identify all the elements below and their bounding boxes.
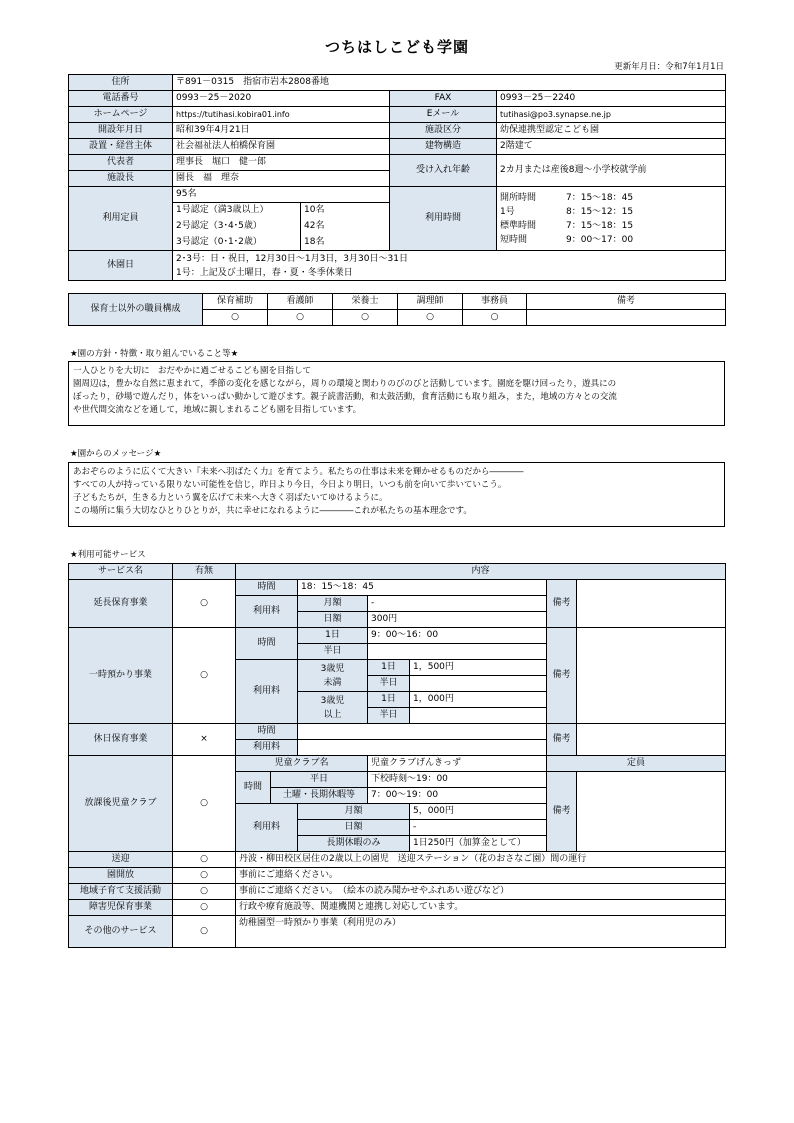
staff-value: ○ <box>203 310 268 326</box>
service-name: 休日保育事業 <box>69 724 173 756</box>
service-text: 事前にご連絡ください。 <box>236 868 726 884</box>
service-text: 行政や療育施設等、関連機関と連携し対応しています。 <box>236 900 726 916</box>
monthly-label: 月額 <box>298 596 368 612</box>
staff-label: 保育士以外の職員構成 <box>69 294 203 326</box>
facility-info-table <box>68 74 726 281</box>
service-name: 地域子育て支援活動 <box>69 884 173 900</box>
service-avail: ○ <box>173 756 236 852</box>
note-label: 備考 <box>547 772 577 852</box>
staff-header: 備考 <box>527 294 726 310</box>
policy-line: 園周辺は，豊かな自然に恵まれて，季節の変化を感じながら，周りの環境と関わりのびのびと活動しています。園庭を駆け回ったり，遊具にの <box>73 379 617 389</box>
opened: 昭和39年4月21日 <box>173 123 390 139</box>
hours-label: 利用時間 <box>390 187 497 251</box>
saturday-label: 土曜・長期休暇等 <box>271 788 368 804</box>
policy-line: や世代間交流などを通して，地域に親しまれるこども園を目指しています。 <box>73 405 362 415</box>
time-label: 時間 <box>236 724 298 740</box>
under3-day-fee: 1，500円 <box>410 660 547 676</box>
message-heading: ★園からのメッセージ★ <box>70 449 162 459</box>
over3-day-fee: 1，000円 <box>410 692 547 708</box>
policy-heading: ★園の方針・特徴・取り組んでいること等★ <box>70 349 239 359</box>
club-cap-label: 定員 <box>547 756 726 772</box>
under3-day-label: 1日 <box>368 660 410 676</box>
time-label: 時間 <box>236 628 298 660</box>
fee-label: 利用料 <box>236 596 298 628</box>
capacity-label: 利用定員 <box>69 187 173 251</box>
closed-label: 休園日 <box>69 251 173 281</box>
club-name: 児童クラブげんきっず <box>368 756 547 772</box>
staff-value: ○ <box>463 310 527 326</box>
age: 2カ月または産後8週～小学校就学前 <box>497 155 726 187</box>
col-service-name: サービス名 <box>69 564 173 580</box>
weekday-label: 平日 <box>271 772 368 788</box>
message-line: すべての人が持っている限りない可能性を信じ，昨日より今日，今日より明日，いつも前を向いて歩いていこう。 <box>73 480 507 490</box>
temp-half-label: 半日 <box>298 644 368 660</box>
category: 幼保連携型認定こども園 <box>497 123 726 139</box>
note-label: 備考 <box>547 724 577 756</box>
capacity-total: 95名 <box>173 187 390 203</box>
address: 〒891－0315 指宿市岩本2808番地 <box>173 75 726 91</box>
cap3-label: 3号認定（0･1･2歳） <box>173 235 301 251</box>
director: 園長 福 理奈 <box>173 171 390 187</box>
opened-label: 開設年月日 <box>69 123 173 139</box>
tel: 0993－25－2020 <box>173 91 390 107</box>
over3-label: 3歳児 以上 <box>298 692 368 724</box>
message-line: 子どもたちが，生きる力という翼を広げて未来へ大きく羽ばたいてゆけるように。 <box>73 493 388 503</box>
staff-header: 保育補助 <box>203 294 268 310</box>
founder: 社会福祉法人柏橋保育園 <box>173 139 390 155</box>
services-heading: ★利用可能サービス <box>70 550 146 560</box>
homepage-label: ホームページ <box>69 107 173 123</box>
policy-line: 一人ひとりを大切に おだやかに過ごせるこども園を目指して <box>73 366 312 376</box>
service-avail: ○ <box>173 628 236 724</box>
page-title: つちはしこども学園 <box>324 38 469 56</box>
note-value <box>577 772 726 852</box>
note-value <box>577 580 726 628</box>
over3-half-label: 半日 <box>368 708 410 724</box>
service-name: 一時預かり事業 <box>69 628 173 724</box>
service-name: その他のサービス <box>69 916 173 948</box>
staff-value <box>527 310 726 326</box>
tel-label: 電話番号 <box>69 91 173 107</box>
service-name: 延長保育事業 <box>69 580 173 628</box>
holiday-time <box>298 724 547 740</box>
saturday-time: 7：00～19：00 <box>368 788 547 804</box>
time-label: 時間 <box>236 580 298 596</box>
col-availability: 有無 <box>173 564 236 580</box>
policy-box <box>68 361 725 426</box>
club-name-label: 児童クラブ名 <box>236 756 368 772</box>
email[interactable]: tutihasi@po3.synapse.ne.jp <box>497 107 726 123</box>
service-avail: ○ <box>173 852 236 868</box>
director-label: 施設長 <box>69 171 173 187</box>
service-text: 幼稚園型一時預かり事業（利用児のみ） <box>236 916 726 948</box>
closed-days: 2･3号：日・祝日，12月30日～1月3日，3月30日～31日 1号：上記及び土曜日，春・夏・冬季休業日 <box>173 251 726 281</box>
holiday-fee <box>298 740 547 756</box>
club-long: 1日250円（加算金として） <box>410 836 547 852</box>
staff-header: 事務員 <box>463 294 527 310</box>
message-box <box>68 462 725 527</box>
services-table <box>68 563 726 948</box>
hours-list <box>497 187 726 251</box>
service-name: 園開放 <box>69 868 173 884</box>
temp-full-label: 1日 <box>298 628 368 644</box>
weekday-time: 下校時刻～19：00 <box>368 772 547 788</box>
service-text: 事前にご連絡ください。 （絵本の読み聞かせやふれあい遊びなど） <box>236 884 726 900</box>
updated-date: 更新年月日：令和7年1月1日 <box>614 62 724 72</box>
cap2-label: 2号認定（3･4･5歳） <box>173 219 301 235</box>
hours-row: 短時間 9：00～17：00 <box>500 234 634 245</box>
over3-day-label: 1日 <box>368 692 410 708</box>
message-line: この場所に集う大切なひとりひとりが，共に幸せになれるように――――これが私たちの基本理念です。 <box>73 506 472 516</box>
staff-header: 調理師 <box>398 294 463 310</box>
club-daily-label: 日額 <box>298 820 410 836</box>
under3-half-fee <box>410 676 547 692</box>
over3-half-fee <box>410 708 547 724</box>
time-label: 時間 <box>236 772 271 804</box>
homepage[interactable]: https://tutihasi.kobira01.info <box>173 107 390 123</box>
representative-label: 代表者 <box>69 155 173 171</box>
service-avail: ○ <box>173 884 236 900</box>
hours-row: 開所時間 7：15～18：45 <box>500 192 634 203</box>
building-label: 建物構造 <box>390 139 497 155</box>
service-name: 放課後児童クラブ <box>69 756 173 852</box>
message-line: あおぞらのように広くて大きい『未来へ羽ばたく力』を育てよう。私たちの仕事は未来を輝かせるものだから―――― <box>73 467 524 477</box>
age-label: 受け入れ年齢 <box>390 155 497 187</box>
staff-value: ○ <box>398 310 463 326</box>
service-avail: ○ <box>173 916 236 948</box>
founder-label: 設置・経営主体 <box>69 139 173 155</box>
service-avail: ○ <box>173 580 236 628</box>
service-name: 障害児保育事業 <box>69 900 173 916</box>
club-monthly: 5，000円 <box>410 804 547 820</box>
note-value <box>577 628 726 724</box>
email-label: Eメール <box>390 107 497 123</box>
extended-daily: 300円 <box>368 612 547 628</box>
service-text: 丹波・柳田校区居住の2歳以上の園児 送迎ステーション（花のおさなご園）間の運行 <box>236 852 726 868</box>
daily-label: 日額 <box>298 612 368 628</box>
hours-row: 標準時間 7：15～18：15 <box>500 220 634 231</box>
staff-header: 栄養士 <box>333 294 398 310</box>
fee-label: 利用料 <box>236 804 298 852</box>
fax-label: FAX <box>390 91 497 107</box>
policy-line: ぼったり，砂場で遊んだり，体をいっぱい動かして遊びます。親子読書活動，和太鼓活動，食育活動にも取り組み，また，地域の方々との交流 <box>73 392 617 402</box>
staff-header: 看護師 <box>268 294 333 310</box>
hours-row: 1号 8：15～12：15 <box>500 206 634 217</box>
fee-label: 利用料 <box>236 740 298 756</box>
staff-value: ○ <box>333 310 398 326</box>
temp-full-time: 9：00～16：00 <box>368 628 547 644</box>
staff-value: ○ <box>268 310 333 326</box>
service-avail: ○ <box>173 868 236 884</box>
club-daily: - <box>410 820 547 836</box>
club-monthly-label: 月額 <box>298 804 410 820</box>
cap2: 42名 <box>301 219 390 235</box>
under3-half-label: 半日 <box>368 676 410 692</box>
cap1-label: 1号認定（満3歳以上） <box>173 203 301 219</box>
cap3: 18名 <box>301 235 390 251</box>
building: 2階建て <box>497 139 726 155</box>
category-label: 施設区分 <box>390 123 497 139</box>
note-label: 備考 <box>547 628 577 724</box>
service-avail: ○ <box>173 900 236 916</box>
note-label: 備考 <box>547 580 577 628</box>
service-name: 送迎 <box>69 852 173 868</box>
staff-table <box>68 293 726 326</box>
col-content: 内容 <box>236 564 726 580</box>
service-avail: × <box>173 724 236 756</box>
fee-label: 利用料 <box>236 660 298 724</box>
cap1: 10名 <box>301 203 390 219</box>
address-label: 住所 <box>69 75 173 91</box>
representative: 理事長 堀口 健一郎 <box>173 155 390 171</box>
note-value <box>577 724 726 756</box>
temp-half-time <box>368 644 547 660</box>
extended-time: 18：15～18：45 <box>298 580 547 596</box>
under3-label: 3歳児 未満 <box>298 660 368 692</box>
fax: 0993－25－2240 <box>497 91 726 107</box>
extended-monthly: - <box>368 596 547 612</box>
club-long-label: 長期休暇のみ <box>298 836 410 852</box>
